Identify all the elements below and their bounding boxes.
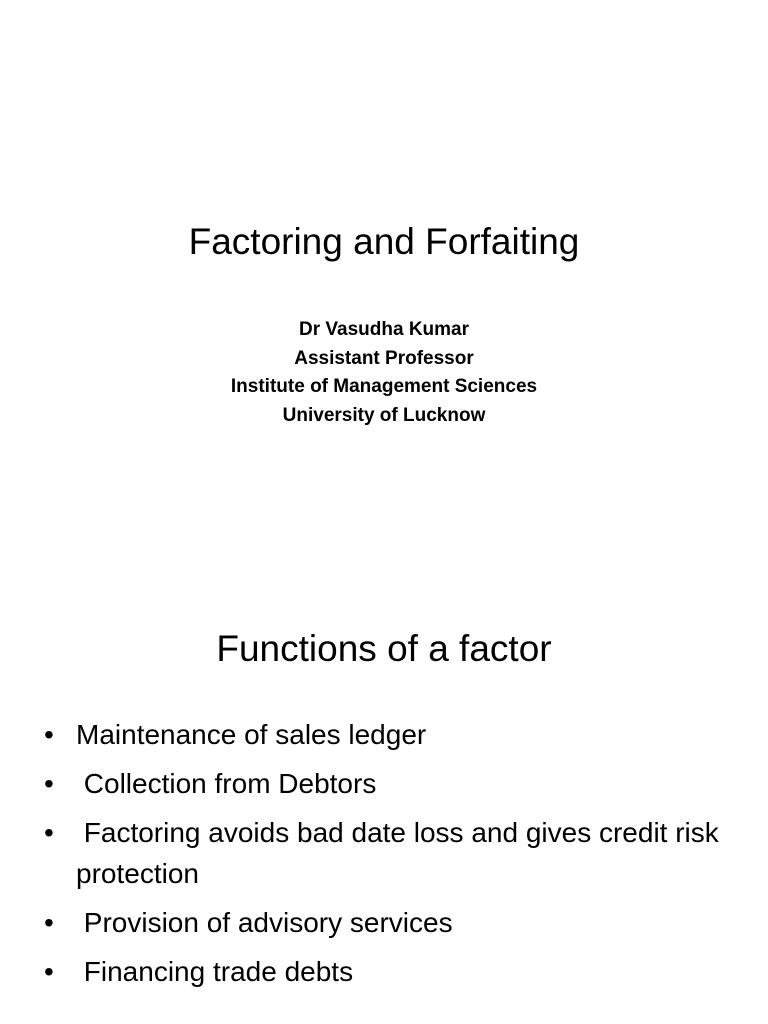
slide-title: Functions of a factor	[216, 628, 552, 669]
author-name: Dr Vasudha Kumar	[299, 319, 469, 340]
bullet-text: Financing trade debts	[76, 956, 354, 987]
bullet-icon: •	[44, 907, 54, 938]
bullet-item	[44, 763, 744, 804]
bullet-text: Maintenance of sales ledger	[76, 719, 427, 750]
bullet-icon: •	[44, 817, 54, 848]
bullet-item	[44, 714, 744, 755]
author-institute: Institute of Management Sciences	[230, 376, 538, 397]
bullet-item	[44, 812, 744, 894]
slide-title: Factoring and Forfaiting	[188, 221, 580, 262]
bullet-icon: •	[44, 956, 54, 987]
author-university: University of Lucknow	[282, 404, 486, 426]
bullet-list	[44, 714, 744, 1000]
bullet-item	[44, 902, 744, 943]
bullet-text: Provision of advisory services	[76, 907, 453, 938]
bullet-icon: •	[44, 768, 54, 799]
bullet-text: Collection from Debtors	[76, 768, 377, 799]
bullet-text: Factoring avoids bad date loss and gives credit risk protection	[76, 817, 727, 889]
author-block	[0, 316, 768, 430]
bullet-item	[44, 951, 744, 992]
author-position: Assistant Professor	[294, 347, 474, 369]
content-slide	[0, 580, 768, 1024]
bullet-icon: •	[44, 719, 54, 750]
